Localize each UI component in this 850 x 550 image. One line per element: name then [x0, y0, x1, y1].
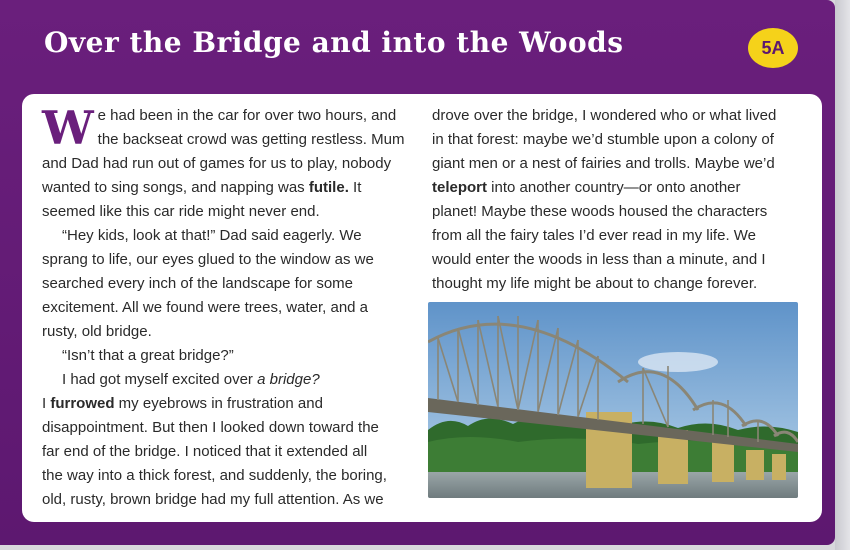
story-line [432, 176, 804, 200]
story-column-left [42, 101, 412, 512]
story-emphasis: a bridge? [257, 371, 320, 388]
vocab-word-futile: futile. [308, 179, 349, 196]
story-panel [22, 94, 822, 522]
story-text: wanted to sing songs, and napping was [42, 179, 309, 196]
story-line: giant men or a nest of fairies and trolls. Maybe we’d [432, 155, 775, 172]
story-line [42, 392, 412, 416]
story-text: It [348, 179, 362, 196]
bridge-photo [428, 302, 798, 498]
vocab-word-teleport: teleport [432, 179, 488, 196]
story-line: “Hey kids, look at that!” Dad said eagerly. We [62, 227, 362, 244]
story-line: the way into a thick forest, and suddenly, the boring, [42, 467, 387, 484]
lesson-badge: 5A [748, 28, 798, 68]
story-line: disappointment. But then I looked down toward the [42, 419, 379, 436]
story-column-right [432, 104, 804, 296]
story-text: my eyebrows in frustration and [114, 395, 323, 412]
story-text: I had got myself excited over [62, 371, 258, 388]
story-line: excitement. All we found were trees, water, and a [42, 299, 369, 316]
story-line: far end of the bridge. I noticed that it extended all [42, 443, 368, 460]
story-line: in that forest: maybe we’d stumble upon a colony of [432, 131, 774, 148]
story-line: from all the fairy tales I’d ever read in my life. We [432, 227, 757, 244]
card-edge [835, 0, 850, 550]
story-line: and Dad had run out of games for us to play, nobody [42, 155, 392, 172]
story-line: searched every inch of the landscape for some [42, 275, 354, 292]
drop-cap: W [42, 101, 94, 155]
story-line: sprang to life, our eyes glued to the window as we [42, 251, 374, 268]
story-text: I [42, 395, 51, 412]
story-line: planet! Maybe these woods housed the characters [432, 203, 768, 220]
page-title: Over the Bridge and into the Woods [44, 26, 624, 59]
story-line: drove over the bridge, I wondered who or what lived [432, 107, 777, 124]
story-line: rusty, old bridge. [42, 323, 152, 340]
story-text: into another country—or onto another [487, 179, 741, 196]
story-line: “Isn’t that a great bridge?” [62, 347, 234, 364]
story-line [42, 368, 412, 392]
vocab-word-furrowed: furrowed [50, 395, 115, 412]
story-line [42, 176, 412, 200]
story-line: seemed like this car ride might never end. [42, 203, 320, 220]
story-line: e had been in the car for over two hours, and [97, 107, 397, 124]
story-line: thought my life might be about to change forever. [432, 275, 758, 292]
story-line: would enter the woods in less than a minute, and I [432, 251, 766, 268]
story-line: old, rusty, brown bridge had my full attention. As we [42, 491, 384, 508]
story-line: the backseat crowd was getting restless. Mum [97, 131, 405, 148]
